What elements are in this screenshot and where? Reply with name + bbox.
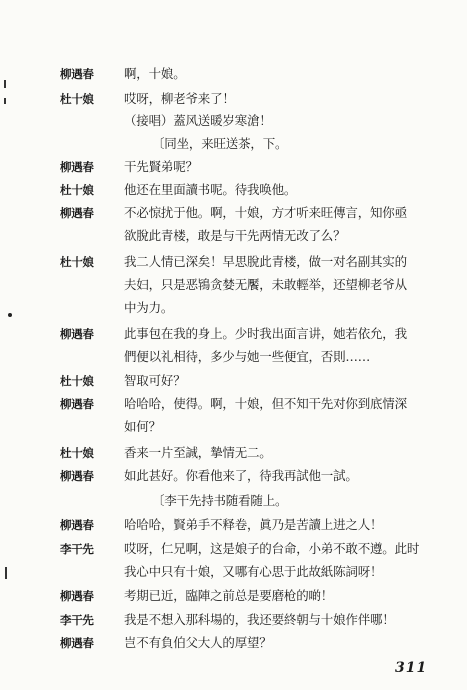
speaker-name: 柳遇春	[60, 160, 94, 174]
margin-mark	[4, 80, 6, 88]
speaker-name: 杜十娘	[60, 446, 94, 460]
line-text: 欲脫此青楼，敢是与干先两情无改了么？	[124, 228, 346, 243]
line-text: 如何？	[124, 419, 161, 434]
speaker-name: 柳遇春	[60, 206, 94, 220]
speaker-name: 杜十娘	[60, 92, 94, 106]
speaker-name: 柳遇春	[60, 469, 94, 483]
line-text: 干先賢弟呢？	[124, 159, 198, 174]
line-text: 哈哈哈，使得。啊，十娘，但不知干先对你到底情深	[124, 396, 407, 411]
line-text: 啊，十娘。	[124, 66, 186, 81]
speaker-name: 柳遇春	[60, 397, 94, 411]
speaker-name: 柳遇春	[60, 589, 94, 603]
line-text: 香来一片至誠，摯情无二。	[124, 445, 272, 460]
speaker-name: 柳遇春	[60, 518, 94, 532]
line-text: 此事包在我的身上。少时我出面言讲，她若依允，我	[124, 326, 407, 341]
speaker-name: 柳遇春	[60, 636, 94, 650]
line-text: 我二人情已深矣！早思脫此青楼，做一对名副其实的	[124, 254, 407, 269]
sung-line: （接唱）蓋风送暖岁寒滄！	[124, 113, 272, 128]
line-text: 中为力。	[124, 300, 174, 315]
speaker-name: 柳遇春	[60, 327, 94, 341]
line-text: 他还在里面讀书呢。待我唤他。	[124, 182, 297, 197]
speaker-name: 柳遇春	[60, 67, 94, 81]
line-text: 我是不想入那科場的，我还要終朝与十娘作伴哪！	[124, 612, 395, 627]
line-text: 哎呀，柳老爷来了！	[124, 91, 235, 106]
margin-mark	[4, 98, 6, 104]
page-number: 311	[395, 660, 428, 676]
speaker-name: 杜十娘	[60, 255, 94, 269]
margin-dot	[8, 313, 12, 317]
line-text: 智取可好？	[124, 373, 186, 388]
line-text: 岂不有負伯父大人的厚望？	[124, 635, 272, 650]
line-text: 們便以礼相待，多少与她一些便宜，否則……	[124, 349, 371, 364]
stage-direction-text: 〔李干先持书随看随上。	[152, 493, 288, 508]
speaker-name: 李干先	[60, 613, 94, 627]
margin-mark	[5, 567, 7, 579]
speaker-name: 杜十娘	[60, 374, 94, 388]
line-text: 哎呀，仁兄啊，这是娘子的台命，小弟不敢不遵。此时	[124, 541, 420, 556]
speaker-name: 杜十娘	[60, 183, 94, 197]
line-text: 我心中只有十娘，又哪有心思于此故紙陈詞呀！	[124, 564, 383, 579]
line-text: 如此甚好。你看他来了，待我再試他一試。	[124, 468, 358, 483]
stage-direction-text: 〔同坐，来旺送茶，下。	[152, 136, 288, 151]
speaker-name: 李干先	[60, 542, 94, 556]
line-text: 哈哈哈，賢弟手不释卷，眞乃是苦讀上进之人！	[124, 517, 383, 532]
line-text: 考期已近，臨陣之前总是要磨枪的啲！	[124, 588, 334, 603]
line-text: 夫妇，只是恶鴇贪婪无饜，未敢輕举，还望柳老爷从	[124, 277, 407, 292]
line-text: 不必惊扰于他。啊，十娘，方才听来旺傳言，知你亟	[124, 205, 407, 220]
